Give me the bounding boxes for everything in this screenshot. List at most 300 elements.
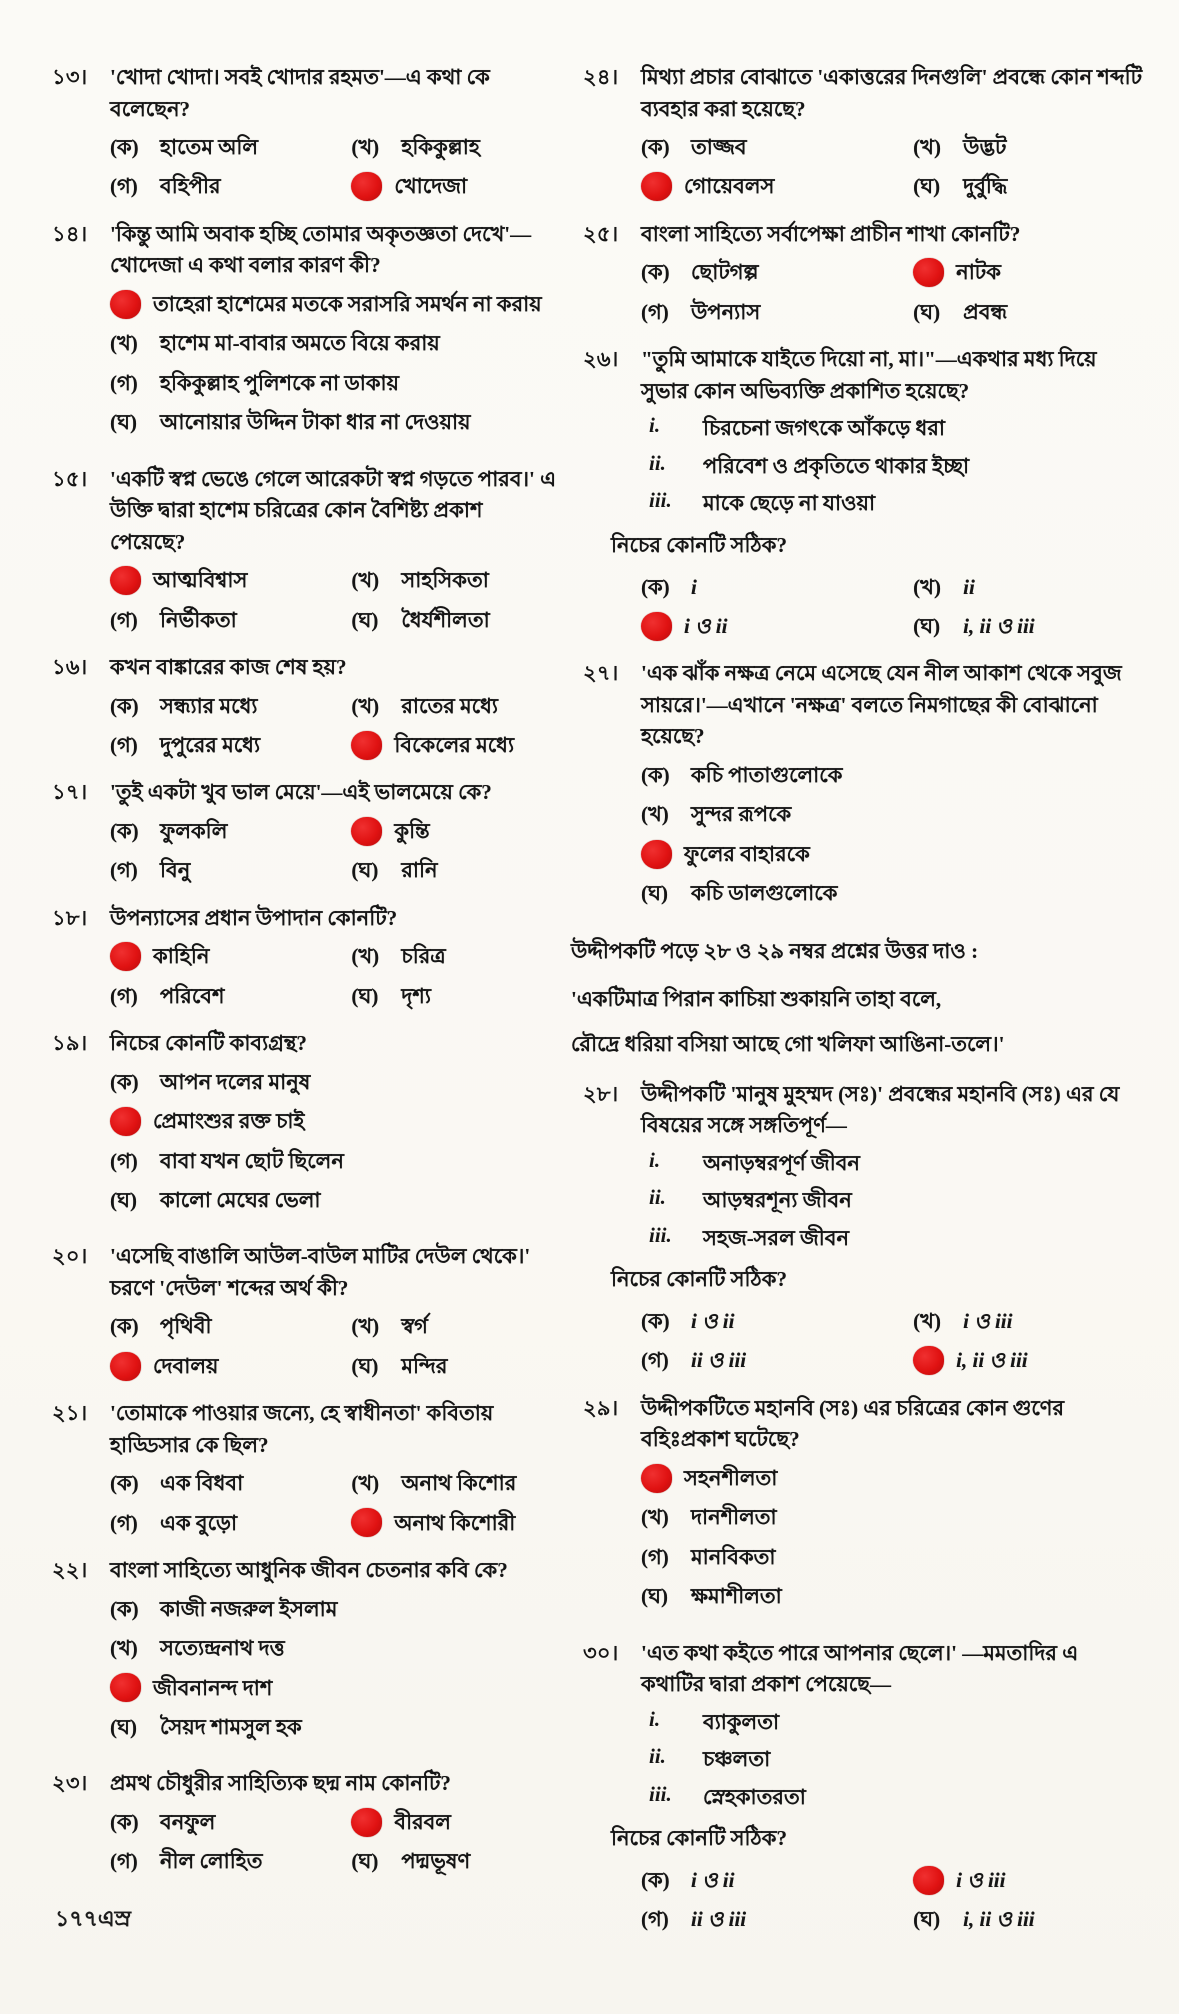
option-text: i ও ii [691, 1867, 735, 1892]
option-text: জীবনানন্দ দাশ [153, 1675, 273, 1700]
option-letter: (ক) [641, 135, 670, 159]
options-list [641, 760, 1145, 909]
option-letter: (খ) [351, 568, 380, 593]
option-marked-answer [913, 1345, 1145, 1375]
option-letter: (ক) [641, 1867, 670, 1892]
roman-statement-text: চঞ্চলতা [703, 1747, 771, 1772]
option-text: কাজী নজরুল ইসলাম [160, 1596, 338, 1621]
option [110, 368, 557, 398]
option-letter: (ঘ) [110, 410, 137, 435]
page-footer-code: ১৭৭এস্র [55, 1906, 131, 1931]
option [641, 1306, 913, 1336]
option [351, 565, 557, 595]
option-letter: (ক) [110, 1069, 139, 1094]
option-text: ক্ষমাশীলতা [691, 1584, 782, 1609]
question-text: 'তোমাকে পাওয়ার জন্যে, হে স্বাধীনতা' কবিতায় হাড্ডিসার কে ছিল? [110, 1401, 494, 1457]
question-text: উদ্দীপকটিতে মহানবি (সঃ) এর চরিত্রের কোন গুণের বহিঃপ্রকাশ ঘটেছে? [641, 1395, 1065, 1452]
option-letter: (ক) [110, 135, 139, 159]
question-number: ২৪। [583, 65, 619, 89]
option-text: আনোয়ার উদ্দিন টাকা ধার না দেওয়ায় [160, 410, 471, 435]
option [913, 132, 1145, 162]
option [351, 1468, 557, 1498]
option-text: দুর্বুদ্ধি [963, 174, 1008, 199]
question-body [110, 1398, 557, 1538]
roman-statement [649, 488, 1145, 518]
option [641, 1345, 913, 1375]
option-letter: (খ) [110, 1636, 138, 1661]
options-list [110, 1468, 557, 1538]
option-letter: (খ) [351, 135, 380, 159]
question-body [110, 1555, 557, 1751]
question-number: ২৮। [583, 1081, 619, 1106]
option [351, 132, 557, 162]
question [583, 1079, 1145, 1376]
option-letter: (ঘ) [913, 174, 941, 199]
option-text: i ও iii [956, 1867, 1006, 1892]
question [583, 1638, 1145, 1935]
option [110, 1468, 351, 1498]
option-letter: (ঘ) [351, 607, 379, 632]
option-letter: (ক) [641, 260, 670, 285]
roman-statement-text: মাকে ছেড়ে না যাওয়া [703, 491, 876, 516]
option [110, 1067, 557, 1097]
options-list [110, 565, 557, 635]
question [583, 62, 1145, 202]
question [52, 1028, 557, 1224]
options-list [641, 1306, 1145, 1376]
answer-mark-dot [110, 1673, 141, 1702]
answer-mark-dot [641, 172, 672, 201]
option-letter: (ক) [641, 574, 670, 599]
question-body [110, 1241, 557, 1381]
option-text: দুপুরের মধ্যে [160, 732, 261, 757]
option-letter: (খ) [351, 693, 380, 718]
option-letter: (ক) [110, 1471, 139, 1496]
option-letter: (ক) [110, 818, 139, 843]
stimulus-passage [571, 935, 1145, 1061]
answer-mark-dot [110, 290, 141, 319]
question-body [110, 652, 557, 760]
option-text: উপন্যাস [691, 299, 761, 324]
option-text: বীরবল [394, 1809, 451, 1834]
option-text: কাহিনি [153, 944, 210, 969]
question-body [641, 219, 1145, 327]
roman-statement-text: অনাড়ম্বরপূর্ণ জীবন [703, 1150, 860, 1175]
question-text: 'খোদা খোদা। সবই খোদার রহমত'—এ কথা কে বলেছেন? [110, 65, 490, 121]
question [52, 777, 557, 885]
roman-statement [649, 1148, 1145, 1178]
question-number: ২১। [52, 1401, 88, 1426]
roman-numeral: i. [649, 1147, 661, 1172]
question-body [611, 1079, 1145, 1376]
question [52, 1398, 557, 1538]
options-list [110, 1807, 557, 1877]
question-text: 'এক ঝাঁক নক্ষত্র নেমে এসেছে যেন নীল আকাশ থেকে সবুজ সায়রে।'—এখানে 'নক্ষত্র' বলতে নিমগাছের কী বোঝানো হয়েছে? [641, 661, 1122, 749]
option [110, 407, 557, 437]
option [641, 799, 1145, 829]
option-marked-answer [913, 257, 1145, 287]
option-letter: (খ) [641, 802, 669, 827]
option-marked-answer [641, 611, 913, 641]
question-body [611, 1638, 1145, 1935]
roman-numeral: iii. [649, 488, 672, 513]
option-text: সন্ধ্যার মধ্যে [160, 693, 258, 718]
option-text: কুন্তি [394, 818, 430, 843]
option-marked-answer [351, 730, 557, 760]
option-marked-answer [110, 1106, 557, 1136]
question-text: বাংলা সাহিত্যে সর্বাপেক্ষা প্রাচীন শাখা কোনটি? [641, 221, 1021, 246]
roman-statement-text: ব্যাকুলতা [703, 1709, 780, 1734]
option-text: রানি [401, 858, 438, 883]
roman-numeral: ii. [649, 1744, 666, 1769]
option-letter: (ঘ) [641, 881, 668, 906]
question-text: কখন বাঙ্কারের কাজ শেষ হয়? [110, 655, 347, 679]
options-list [110, 1067, 557, 1216]
option-text: হকিকুল্লাহ [401, 135, 480, 159]
option-letter: (গ) [110, 1849, 138, 1874]
option-letter: (ঘ) [913, 1907, 941, 1932]
option-text: সহনশীলতা [684, 1465, 778, 1490]
option-letter: (খ) [641, 1505, 669, 1530]
option-text: প্রবন্ধ [963, 299, 1008, 324]
option-letter: (গ) [110, 174, 138, 199]
answer-mark-dot [641, 612, 672, 641]
option-letter: (ঘ) [351, 1353, 379, 1378]
option-text: i, ii ও iii [963, 614, 1035, 638]
options-list [110, 1311, 557, 1381]
question-number: ২৫। [583, 221, 619, 246]
option [110, 730, 351, 760]
option-text: পদ্মভূষণ [401, 1849, 471, 1874]
options-list [110, 691, 557, 761]
option-text: হাশেম মা-বাবার অমতে বিয়ে করায় [160, 331, 440, 356]
option-text: দেবালয় [153, 1353, 219, 1378]
option-text: ধৈর্যশীলতা [401, 607, 490, 632]
question-number: ১৫। [52, 466, 88, 491]
right-question-column [571, 62, 1145, 1952]
sub-question-text: নিচের কোনটি সঠিক? [611, 1267, 787, 1291]
option [110, 1185, 557, 1215]
roman-statement [649, 451, 1145, 481]
option-text: এক বিধবা [160, 1471, 244, 1496]
options-list [110, 1594, 557, 1743]
option [110, 1633, 557, 1663]
option-text: বিনু [160, 858, 191, 883]
option [110, 605, 351, 635]
option [641, 1502, 1145, 1532]
option-text: খোদেজা [394, 174, 468, 199]
option-letter: (গ) [110, 732, 138, 757]
question [583, 1393, 1145, 1621]
option-text: নির্ভীকতা [160, 607, 237, 632]
option [110, 328, 557, 358]
option-letter: (খ) [351, 944, 380, 969]
question-number: ১৭। [52, 780, 88, 805]
option-letter: (ক) [110, 693, 139, 718]
question-number: ১৪। [52, 221, 88, 246]
roman-numeral: ii. [649, 450, 666, 475]
roman-statement-text: আড়ম্বরশূন্য জীবন [703, 1188, 852, 1213]
option-marked-answer [110, 565, 351, 595]
option-text: প্রেমাংশুর রক্ত চাই [153, 1109, 305, 1134]
option [110, 816, 351, 846]
option-text: চরিত্র [401, 944, 446, 969]
option [351, 605, 557, 635]
question-text: "তুমি আমাকে যাইতে দিয়ো না, মা।"—একথার মধ্য দিয়ে সুভার কোন অভিব্যক্তি প্রকাশিত হয়েছে? [641, 347, 1097, 403]
option-text: বহিপীর [160, 174, 221, 199]
option [641, 572, 913, 602]
answer-mark-dot [913, 1346, 944, 1375]
option-letter: (ঘ) [351, 1849, 379, 1874]
option [110, 1712, 557, 1742]
option [110, 1146, 557, 1176]
question [52, 652, 557, 760]
question-body [641, 658, 1145, 917]
passage-line: রৌদ্রে ধরিয়া বসিয়া আছে গো খলিফা আঙিনা-তলে।' [571, 1032, 1005, 1057]
roman-statement-list [649, 1148, 1145, 1253]
option-text: সত্যেন্দ্রনাথ দত্ত [160, 1636, 285, 1661]
answer-mark-dot [351, 1808, 382, 1837]
option [110, 1508, 351, 1538]
answer-mark-dot [351, 172, 382, 201]
option-letter: (ক) [641, 1309, 670, 1333]
option-text: তাজ্জব [691, 135, 747, 159]
answer-mark-dot [351, 731, 382, 760]
option [110, 1846, 351, 1876]
option [110, 981, 351, 1011]
question-body [110, 1768, 557, 1876]
option-letter: (গ) [110, 1510, 138, 1535]
question-body [641, 62, 1145, 202]
question-body [611, 344, 1145, 641]
option-letter: (ক) [110, 1314, 139, 1339]
option-text: মানবিকতা [691, 1544, 776, 1569]
question-body [110, 464, 557, 635]
question-body [110, 777, 557, 885]
option-letter: (ক) [110, 1809, 139, 1834]
option-text: সৈয়দ শামসুল হক [160, 1714, 302, 1739]
option-marked-answer [641, 171, 913, 201]
option-text: দানশীলতা [691, 1505, 777, 1530]
options-list [110, 816, 557, 886]
option [351, 855, 557, 885]
question-text: 'একটি স্বপ্ন ভেঙে গেলে আরেকটা স্বপ্ন গড়তে পারব।' এ উক্তি দ্বারা হাশেম চরিত্রের কোন বৈশিষ্ট্য প্রকাশ পেয়েছে? [110, 466, 557, 554]
option-letter: (খ) [351, 1314, 380, 1339]
answer-mark-dot [913, 258, 944, 287]
roman-statement [649, 1223, 1145, 1253]
roman-statement-text: সহজ-সরল জীবন [703, 1225, 850, 1250]
option-text: স্বর্গ [401, 1314, 428, 1339]
options-list [641, 257, 1145, 327]
roman-numeral: i. [649, 413, 661, 438]
option [641, 1904, 913, 1934]
option-letter: (ঘ) [351, 858, 379, 883]
option-text: পৃথিবী [160, 1314, 212, 1339]
option-text: i ও ii [691, 1309, 735, 1333]
option-text: পরিবেশ [160, 983, 225, 1008]
option-text: ii [963, 574, 975, 599]
option [351, 1846, 557, 1876]
option-text: এক বুড়ো [160, 1510, 238, 1535]
option-text: অনাথ কিশোর [401, 1471, 517, 1496]
question [52, 903, 557, 1011]
option [641, 1865, 913, 1895]
option-marked-answer [641, 1463, 1145, 1493]
option [913, 297, 1145, 327]
options-list [641, 572, 1145, 642]
option-letter: (খ) [913, 574, 941, 599]
roman-statement [649, 413, 1145, 443]
roman-statement [649, 1185, 1145, 1215]
option-text: সাহসিকতা [401, 568, 489, 593]
question-number: ২৯। [583, 1395, 619, 1420]
option [110, 1311, 351, 1341]
option-text: বাবা যখন ছোট ছিলেন [160, 1148, 344, 1173]
question-text: উপন্যাসের প্রধান উপাদান কোনটি? [110, 905, 398, 930]
option-text: i ও iii [963, 1309, 1013, 1333]
question-number: ১৮। [52, 905, 88, 930]
question [583, 344, 1145, 641]
question [52, 62, 557, 202]
roman-statement-text: স্নেহকাতরতা [703, 1784, 806, 1809]
option-marked-answer [110, 1673, 557, 1703]
option-text: রাতের মধ্যে [401, 693, 498, 718]
question [52, 1768, 557, 1876]
option-text: i, ii ও iii [956, 1348, 1028, 1373]
option [641, 257, 913, 287]
option-text: ii ও iii [691, 1907, 747, 1932]
passage-instruction: উদ্দীপকটি পড়ে ২৮ ও ২৯ নম্বর প্রশ্নের উত্তর দাও : [571, 938, 979, 963]
option-marked-answer [110, 941, 351, 971]
answer-mark-dot [351, 817, 382, 846]
sub-question-text: নিচের কোনটি সঠিক? [611, 532, 787, 557]
question-text: 'কিন্তু আমি অবাক হচ্ছি তোমার অকৃতজ্ঞতা দেখে'— খোদেজা এ কথা বলার কারণ কী? [110, 221, 532, 278]
options-list [641, 1463, 1145, 1612]
option [351, 1311, 557, 1341]
option-text: অনাথ কিশোরী [394, 1510, 516, 1535]
option [110, 691, 351, 721]
option [351, 1351, 557, 1381]
roman-statement-text: চিরচেনা জগৎকে আঁকড়ে ধরা [703, 416, 945, 441]
option-letter: (খ) [913, 135, 941, 159]
question-text: উদ্দীপকটি 'মানুষ মুহম্মদ (সঃ)' প্রবন্ধের মহানবি (সঃ) এর যে বিষয়ের সঙ্গে সঙ্গতিপূর্ণ— [641, 1081, 1120, 1138]
answer-mark-dot [110, 566, 141, 595]
question-number: ২০। [52, 1244, 88, 1269]
roman-statement [649, 1744, 1145, 1774]
options-list [110, 132, 557, 202]
option [110, 855, 351, 885]
roman-numeral: iii. [649, 1222, 672, 1247]
option-text: গোয়েবলস [684, 174, 775, 199]
option [913, 572, 1145, 602]
option-text: ছোটগল্প [691, 260, 759, 285]
option-letter: (ঘ) [351, 983, 379, 1008]
option [913, 1306, 1145, 1336]
option-letter: (খ) [110, 331, 138, 356]
option-text: আত্মবিশ্বাস [153, 568, 248, 593]
option-text: হকিকুল্লাহ পুলিশকে না ডাকায় [160, 370, 400, 395]
option-text: আপন দলের মানুষ [160, 1069, 311, 1094]
question-number: ২৬। [583, 347, 619, 372]
question-text: বাংলা সাহিত্যে আধুনিক জীবন চেতনার কবি কে? [110, 1558, 508, 1583]
answer-mark-dot [110, 1107, 141, 1136]
option [913, 611, 1145, 641]
question-body [110, 62, 557, 202]
answer-mark-dot [351, 1508, 382, 1537]
option-letter: (গ) [641, 1907, 669, 1932]
question-number: ১৩। [52, 65, 88, 89]
option-letter: (গ) [641, 1348, 669, 1373]
option-letter: (গ) [110, 1148, 138, 1173]
roman-statement-text: পরিবেশ ও প্রকৃতিতে থাকার ইচ্ছা [703, 453, 970, 478]
option-text: উদ্ভট [963, 135, 1007, 159]
question-text: 'এত কথা কইতে পারে আপনার ছেলে।' —মমতাদির এ কথাটির দ্বারা প্রকাশ পেয়েছে— [641, 1640, 1079, 1697]
option [641, 132, 913, 162]
roman-numeral: i. [649, 1706, 661, 1731]
question-number: ২৩। [52, 1771, 88, 1796]
option [641, 760, 1145, 790]
option-letter: (গ) [641, 1544, 669, 1569]
option-text: হাতেম অলি [160, 135, 259, 159]
option-marked-answer [110, 1351, 351, 1381]
question [52, 1241, 557, 1381]
option [641, 1542, 1145, 1572]
option-letter: (গ) [110, 983, 138, 1008]
question-number: ৩০। [583, 1640, 619, 1665]
option-text: i ও ii [684, 614, 728, 638]
option-marked-answer [351, 1807, 557, 1837]
options-list [641, 132, 1145, 202]
roman-statement-list [649, 413, 1145, 518]
option [641, 1581, 1145, 1611]
option-marked-answer [351, 171, 557, 201]
option-letter: (ঘ) [913, 614, 941, 638]
sub-question-text: নিচের কোনটি সঠিক? [611, 1825, 787, 1850]
option [110, 1594, 557, 1624]
option [351, 941, 557, 971]
option-letter: (গ) [110, 370, 138, 395]
option-text: ফুলের বাহারকে [684, 841, 810, 866]
answer-mark-dot [110, 942, 141, 971]
question-number: ২২। [52, 1558, 88, 1583]
answer-mark-dot [913, 1866, 944, 1895]
option-letter: (ঘ) [641, 1584, 668, 1609]
option-letter: (ক) [641, 762, 670, 787]
answer-mark-dot [110, 1352, 141, 1381]
option-text: দৃশ্য [401, 983, 431, 1008]
option-text: ii ও iii [691, 1348, 747, 1373]
option [351, 691, 557, 721]
option-letter: (ঘ) [110, 1187, 137, 1212]
option-text: তাহেরা হাশেমের মতকে সরাসরি সমর্থন না করায় [153, 291, 542, 316]
options-list [110, 941, 557, 1011]
question-body [110, 1028, 557, 1224]
option-letter: (গ) [641, 299, 669, 324]
option-letter: (গ) [110, 607, 138, 632]
option-letter: (ক) [110, 1596, 139, 1621]
option [913, 171, 1145, 201]
options-list [641, 1865, 1145, 1935]
option-marked-answer [110, 289, 557, 319]
question [583, 219, 1145, 327]
option-letter: (গ) [110, 858, 138, 883]
roman-statement [649, 1707, 1145, 1737]
options-list [110, 289, 557, 438]
option-text: বিকেলের মধ্যে [394, 732, 515, 757]
option-text: সুন্দর রূপকে [691, 802, 792, 827]
question-body [110, 219, 557, 447]
question-number: ১৬। [52, 655, 88, 679]
